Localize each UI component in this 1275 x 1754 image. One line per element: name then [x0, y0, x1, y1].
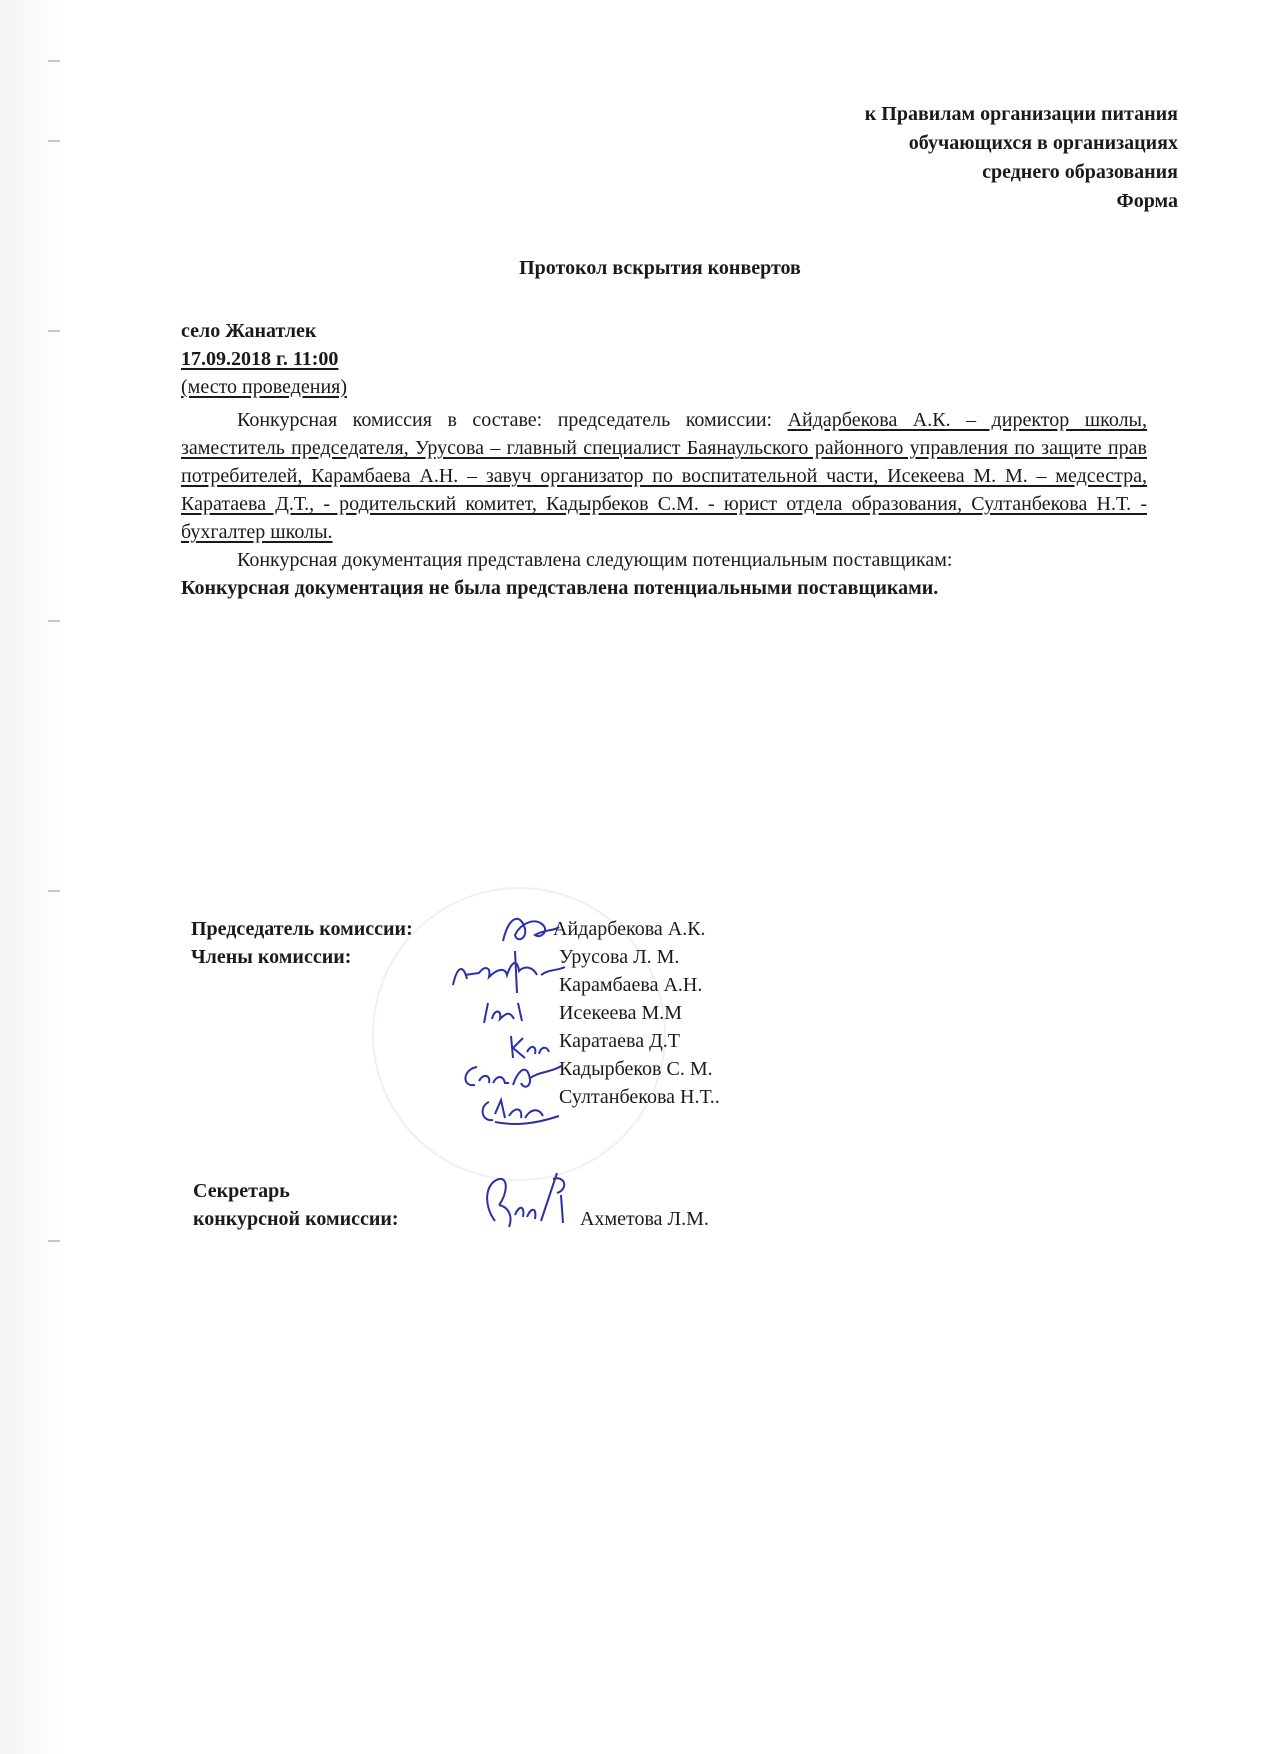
- signatory-name: Кадырбеков С. М.: [559, 1058, 713, 1080]
- signatory-name: Карамбаева А.Н.: [559, 974, 703, 996]
- place-block: [181, 317, 347, 401]
- documentation-result: Конкурсная документация не была представлена потенциальными поставщиками.: [181, 577, 939, 599]
- meeting-datetime: 17.09.2018 г. 11:00: [181, 348, 339, 370]
- scan-mark: [48, 330, 60, 332]
- signatory-name: Исекеева М.М: [559, 1002, 683, 1024]
- place-caption: (место проведения): [181, 376, 348, 398]
- commission-paragraph: [181, 406, 1147, 546]
- commission-members: Айдарбекова А.К. – директор школы, заместитель председателя, Урусова – главный специалист Баянаульского районного управления по защите прав потребителей, Карамбаева А.Н. – завуч организатор по воспитательной части, Исекеева М. М. – медсестра, Каратаева Д.Т., - родительский комитет, Кадырбеков С.М. - юрист отдела образования, Султанбекова Н.Т. - бухгалтер школы.: [181, 409, 1147, 543]
- header-line: среднего образования: [982, 161, 1178, 183]
- village-name: село Жанатлек: [181, 320, 317, 342]
- appendix-header: [578, 100, 1178, 216]
- header-line: обучающихся в организациях: [908, 132, 1178, 154]
- signatory-name: Урусова Л. М.: [559, 946, 680, 968]
- member-signature: [445, 945, 575, 1005]
- secretary-label-line: конкурсной комиссии:: [193, 1208, 399, 1230]
- signature-labels: [191, 915, 413, 971]
- chair-label: Председатель комиссии:: [191, 918, 413, 940]
- header-line: к Правилам организации питания: [864, 103, 1178, 125]
- documentation-paragraph: Конкурсная документация представлена следующим потенциальным поставщикам:: [237, 549, 953, 571]
- scan-mark: [48, 1240, 60, 1242]
- member-signature: [475, 1090, 565, 1130]
- scan-mark: [48, 60, 60, 62]
- scan-mark: [48, 140, 60, 142]
- scan-mark: [48, 620, 60, 622]
- document-title: Протокол вскрытия конвертов: [519, 257, 801, 279]
- secretary-name: Ахметова Л.М.: [580, 1208, 709, 1230]
- members-label: Члены комиссии:: [191, 946, 352, 968]
- signatory-name: Айдарбекова А.К.: [553, 918, 706, 940]
- signatory-name: Каратаева Д.Т: [559, 1030, 680, 1052]
- header-form-label: Форма: [1116, 190, 1178, 212]
- secretary-label-line: Секретарь: [193, 1180, 290, 1202]
- secretary-label: [193, 1177, 399, 1233]
- signatory-name: Султанбекова Н.Т..: [559, 1086, 720, 1108]
- scan-mark: [48, 890, 60, 892]
- commission-intro: Конкурсная комиссия в составе: председатель комиссии:: [237, 409, 788, 431]
- member-signature: [478, 997, 538, 1029]
- secretary-signature: [465, 1165, 580, 1240]
- signature-names: [553, 915, 720, 1111]
- protocol-body: [181, 406, 1147, 602]
